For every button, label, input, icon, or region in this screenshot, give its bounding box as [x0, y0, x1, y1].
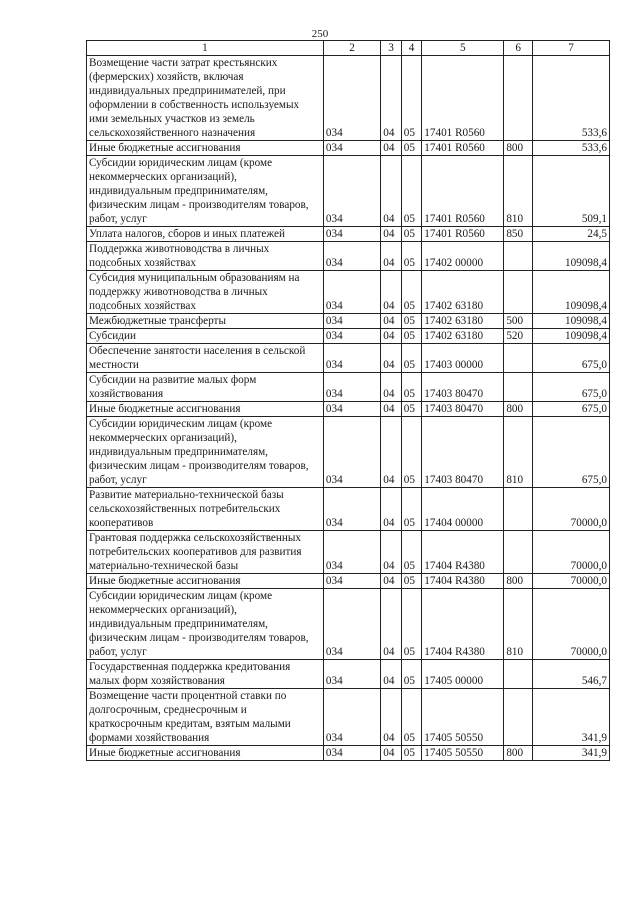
row-admin-code-cell: 034 [323, 141, 380, 156]
row-subsection-cell: 05 [401, 56, 422, 141]
row-name-cell: Иные бюджетные ассигнования [87, 402, 324, 417]
row-section-cell: 04 [381, 402, 402, 417]
table-row [87, 271, 610, 314]
row-admin-code-cell: 034 [323, 746, 380, 761]
row-name-cell: Возмещение части процентной ставки по долгосрочным, среднесрочным и краткосрочным кредитам, взятым малыми формами хозяйствования [87, 689, 324, 746]
row-expense-type-cell [504, 344, 533, 373]
row-admin-code-cell: 034 [323, 660, 380, 689]
row-section-cell: 04 [381, 271, 402, 314]
row-admin-code-cell: 034 [323, 488, 380, 531]
row-target-code-cell: 17405 50550 [422, 689, 504, 746]
row-subsection-cell: 05 [401, 589, 422, 660]
row-amount-cell: 109098,4 [533, 271, 610, 314]
row-expense-type-cell: 810 [504, 417, 533, 488]
row-expense-type-cell [504, 242, 533, 271]
row-subsection-cell: 05 [401, 746, 422, 761]
row-admin-code-cell: 034 [323, 329, 380, 344]
row-subsection-cell: 05 [401, 574, 422, 589]
row-section-cell: 04 [381, 242, 402, 271]
table-row [87, 242, 610, 271]
row-name-cell: Государственная поддержка кредитования малых форм хозяйствования [87, 660, 324, 689]
row-admin-code-cell: 034 [323, 373, 380, 402]
table-row [87, 660, 610, 689]
row-subsection-cell: 05 [401, 344, 422, 373]
row-target-code-cell: 17402 00000 [422, 242, 504, 271]
row-subsection-cell: 05 [401, 329, 422, 344]
row-section-cell: 04 [381, 344, 402, 373]
row-name-cell: Возмещение части затрат крестьянских (фермерских) хозяйств, включая индивидуальных предпринимателей, при оформлении в собственность используемых ими земельных участков из земель сельскохозяйственного назначения [87, 56, 324, 141]
row-expense-type-cell: 800 [504, 402, 533, 417]
row-name-cell: Субсидии юридическим лицам (кроме некоммерческих организаций), индивидуальным предпринимателям, физическим лицам - производителям товаров, работ, услуг [87, 589, 324, 660]
table-row [87, 141, 610, 156]
row-section-cell: 04 [381, 689, 402, 746]
table-row [87, 531, 610, 574]
row-expense-type-cell: 800 [504, 574, 533, 589]
row-admin-code-cell: 034 [323, 344, 380, 373]
row-expense-type-cell: 520 [504, 329, 533, 344]
row-amount-cell: 509,1 [533, 156, 610, 227]
row-subsection-cell: 05 [401, 141, 422, 156]
row-expense-type-cell: 810 [504, 156, 533, 227]
column-header: 3 [381, 41, 402, 56]
budget-table [86, 40, 610, 761]
row-admin-code-cell: 034 [323, 271, 380, 314]
row-admin-code-cell: 034 [323, 689, 380, 746]
row-name-cell: Субсидии юридическим лицам (кроме некоммерческих организаций), индивидуальным предпринимателям, физическим лицам - производителям товаров, работ, услуг [87, 417, 324, 488]
row-expense-type-cell [504, 531, 533, 574]
column-header: 5 [422, 41, 504, 56]
table-row [87, 156, 610, 227]
row-section-cell: 04 [381, 56, 402, 141]
row-target-code-cell: 17403 80470 [422, 402, 504, 417]
row-expense-type-cell [504, 689, 533, 746]
row-expense-type-cell: 810 [504, 589, 533, 660]
row-amount-cell: 341,9 [533, 746, 610, 761]
table-row [87, 417, 610, 488]
table-row [87, 574, 610, 589]
row-amount-cell: 109098,4 [533, 242, 610, 271]
row-admin-code-cell: 034 [323, 417, 380, 488]
row-target-code-cell: 17402 63180 [422, 329, 504, 344]
row-subsection-cell: 05 [401, 156, 422, 227]
row-admin-code-cell: 034 [323, 242, 380, 271]
table-row [87, 373, 610, 402]
row-section-cell: 04 [381, 660, 402, 689]
row-target-code-cell: 17404 R4380 [422, 589, 504, 660]
table-body [87, 56, 610, 761]
row-target-code-cell: 17401 R0560 [422, 56, 504, 141]
row-admin-code-cell: 034 [323, 56, 380, 141]
row-admin-code-cell: 034 [323, 574, 380, 589]
row-target-code-cell: 17401 R0560 [422, 156, 504, 227]
row-amount-cell: 70000,0 [533, 574, 610, 589]
row-amount-cell: 533,6 [533, 141, 610, 156]
row-section-cell: 04 [381, 141, 402, 156]
column-header: 2 [323, 41, 380, 56]
row-amount-cell: 109098,4 [533, 314, 610, 329]
row-expense-type-cell [504, 373, 533, 402]
row-section-cell: 04 [381, 329, 402, 344]
row-section-cell: 04 [381, 746, 402, 761]
row-subsection-cell: 05 [401, 488, 422, 531]
row-target-code-cell: 17401 R0560 [422, 227, 504, 242]
row-subsection-cell: 05 [401, 373, 422, 402]
row-section-cell: 04 [381, 574, 402, 589]
row-amount-cell: 675,0 [533, 402, 610, 417]
row-target-code-cell: 17402 63180 [422, 314, 504, 329]
row-section-cell: 04 [381, 488, 402, 531]
row-target-code-cell: 17403 00000 [422, 344, 504, 373]
row-amount-cell: 70000,0 [533, 531, 610, 574]
row-amount-cell: 70000,0 [533, 589, 610, 660]
row-subsection-cell: 05 [401, 271, 422, 314]
row-section-cell: 04 [381, 227, 402, 242]
table-row [87, 329, 610, 344]
row-target-code-cell: 17403 80470 [422, 417, 504, 488]
row-subsection-cell: 05 [401, 402, 422, 417]
row-name-cell: Субсидии юридическим лицам (кроме некоммерческих организаций), индивидуальным предпринимателям, физическим лицам - производителям товаров, работ, услуг [87, 156, 324, 227]
table-row [87, 227, 610, 242]
row-subsection-cell: 05 [401, 227, 422, 242]
row-admin-code-cell: 034 [323, 402, 380, 417]
row-name-cell: Субсидии на развитие малых форм хозяйствования [87, 373, 324, 402]
row-name-cell: Межбюджетные трансферты [87, 314, 324, 329]
row-section-cell: 04 [381, 314, 402, 329]
row-target-code-cell: 17404 R4380 [422, 531, 504, 574]
row-admin-code-cell: 034 [323, 314, 380, 329]
table-row [87, 589, 610, 660]
row-target-code-cell: 17401 R0560 [422, 141, 504, 156]
table-row [87, 746, 610, 761]
row-amount-cell: 675,0 [533, 417, 610, 488]
row-expense-type-cell: 500 [504, 314, 533, 329]
row-name-cell: Субсидия муниципальным образованиям на поддержку животноводства в личных подсобных хозяйствах [87, 271, 324, 314]
row-amount-cell: 109098,4 [533, 329, 610, 344]
column-header: 4 [401, 41, 422, 56]
row-amount-cell: 341,9 [533, 689, 610, 746]
row-amount-cell: 675,0 [533, 344, 610, 373]
table-row [87, 344, 610, 373]
row-section-cell: 04 [381, 156, 402, 227]
row-name-cell: Иные бюджетные ассигнования [87, 574, 324, 589]
row-target-code-cell: 17404 R4380 [422, 574, 504, 589]
table-row [87, 402, 610, 417]
row-name-cell: Иные бюджетные ассигнования [87, 746, 324, 761]
row-target-code-cell: 17403 80470 [422, 373, 504, 402]
table-row [87, 314, 610, 329]
row-name-cell: Обеспечение занятости населения в сельской местности [87, 344, 324, 373]
row-expense-type-cell [504, 56, 533, 141]
row-target-code-cell: 17405 00000 [422, 660, 504, 689]
row-subsection-cell: 05 [401, 314, 422, 329]
row-name-cell: Развитие материально-технической базы сельскохозяйственных потребительских кооперативов [87, 488, 324, 531]
table-row [87, 689, 610, 746]
row-section-cell: 04 [381, 373, 402, 402]
row-admin-code-cell: 034 [323, 156, 380, 227]
table-row [87, 56, 610, 141]
row-amount-cell: 70000,0 [533, 488, 610, 531]
page-number: 250 [311, 28, 329, 40]
row-subsection-cell: 05 [401, 660, 422, 689]
table-header-row [87, 41, 610, 56]
row-name-cell: Субсидии [87, 329, 324, 344]
row-expense-type-cell [504, 488, 533, 531]
row-expense-type-cell: 850 [504, 227, 533, 242]
row-expense-type-cell [504, 271, 533, 314]
row-name-cell: Уплата налогов, сборов и иных платежей [87, 227, 324, 242]
table-row [87, 488, 610, 531]
row-amount-cell: 533,6 [533, 56, 610, 141]
row-admin-code-cell: 034 [323, 589, 380, 660]
column-header: 1 [87, 41, 324, 56]
row-amount-cell: 24,5 [533, 227, 610, 242]
row-expense-type-cell: 800 [504, 141, 533, 156]
row-amount-cell: 546,7 [533, 660, 610, 689]
row-subsection-cell: 05 [401, 417, 422, 488]
row-target-code-cell: 17405 50550 [422, 746, 504, 761]
column-header: 7 [533, 41, 610, 56]
row-section-cell: 04 [381, 589, 402, 660]
row-subsection-cell: 05 [401, 242, 422, 271]
row-section-cell: 04 [381, 417, 402, 488]
row-name-cell: Иные бюджетные ассигнования [87, 141, 324, 156]
row-admin-code-cell: 034 [323, 531, 380, 574]
row-name-cell: Грантовая поддержка сельскохозяйственных потребительских кооперативов для развития материально-технической базы [87, 531, 324, 574]
row-subsection-cell: 05 [401, 689, 422, 746]
row-target-code-cell: 17402 63180 [422, 271, 504, 314]
row-expense-type-cell [504, 660, 533, 689]
column-header: 6 [504, 41, 533, 56]
row-name-cell: Поддержка животноводства в личных подсобных хозяйствах [87, 242, 324, 271]
row-admin-code-cell: 034 [323, 227, 380, 242]
row-expense-type-cell: 800 [504, 746, 533, 761]
row-amount-cell: 675,0 [533, 373, 610, 402]
row-subsection-cell: 05 [401, 531, 422, 574]
row-section-cell: 04 [381, 531, 402, 574]
row-target-code-cell: 17404 00000 [422, 488, 504, 531]
